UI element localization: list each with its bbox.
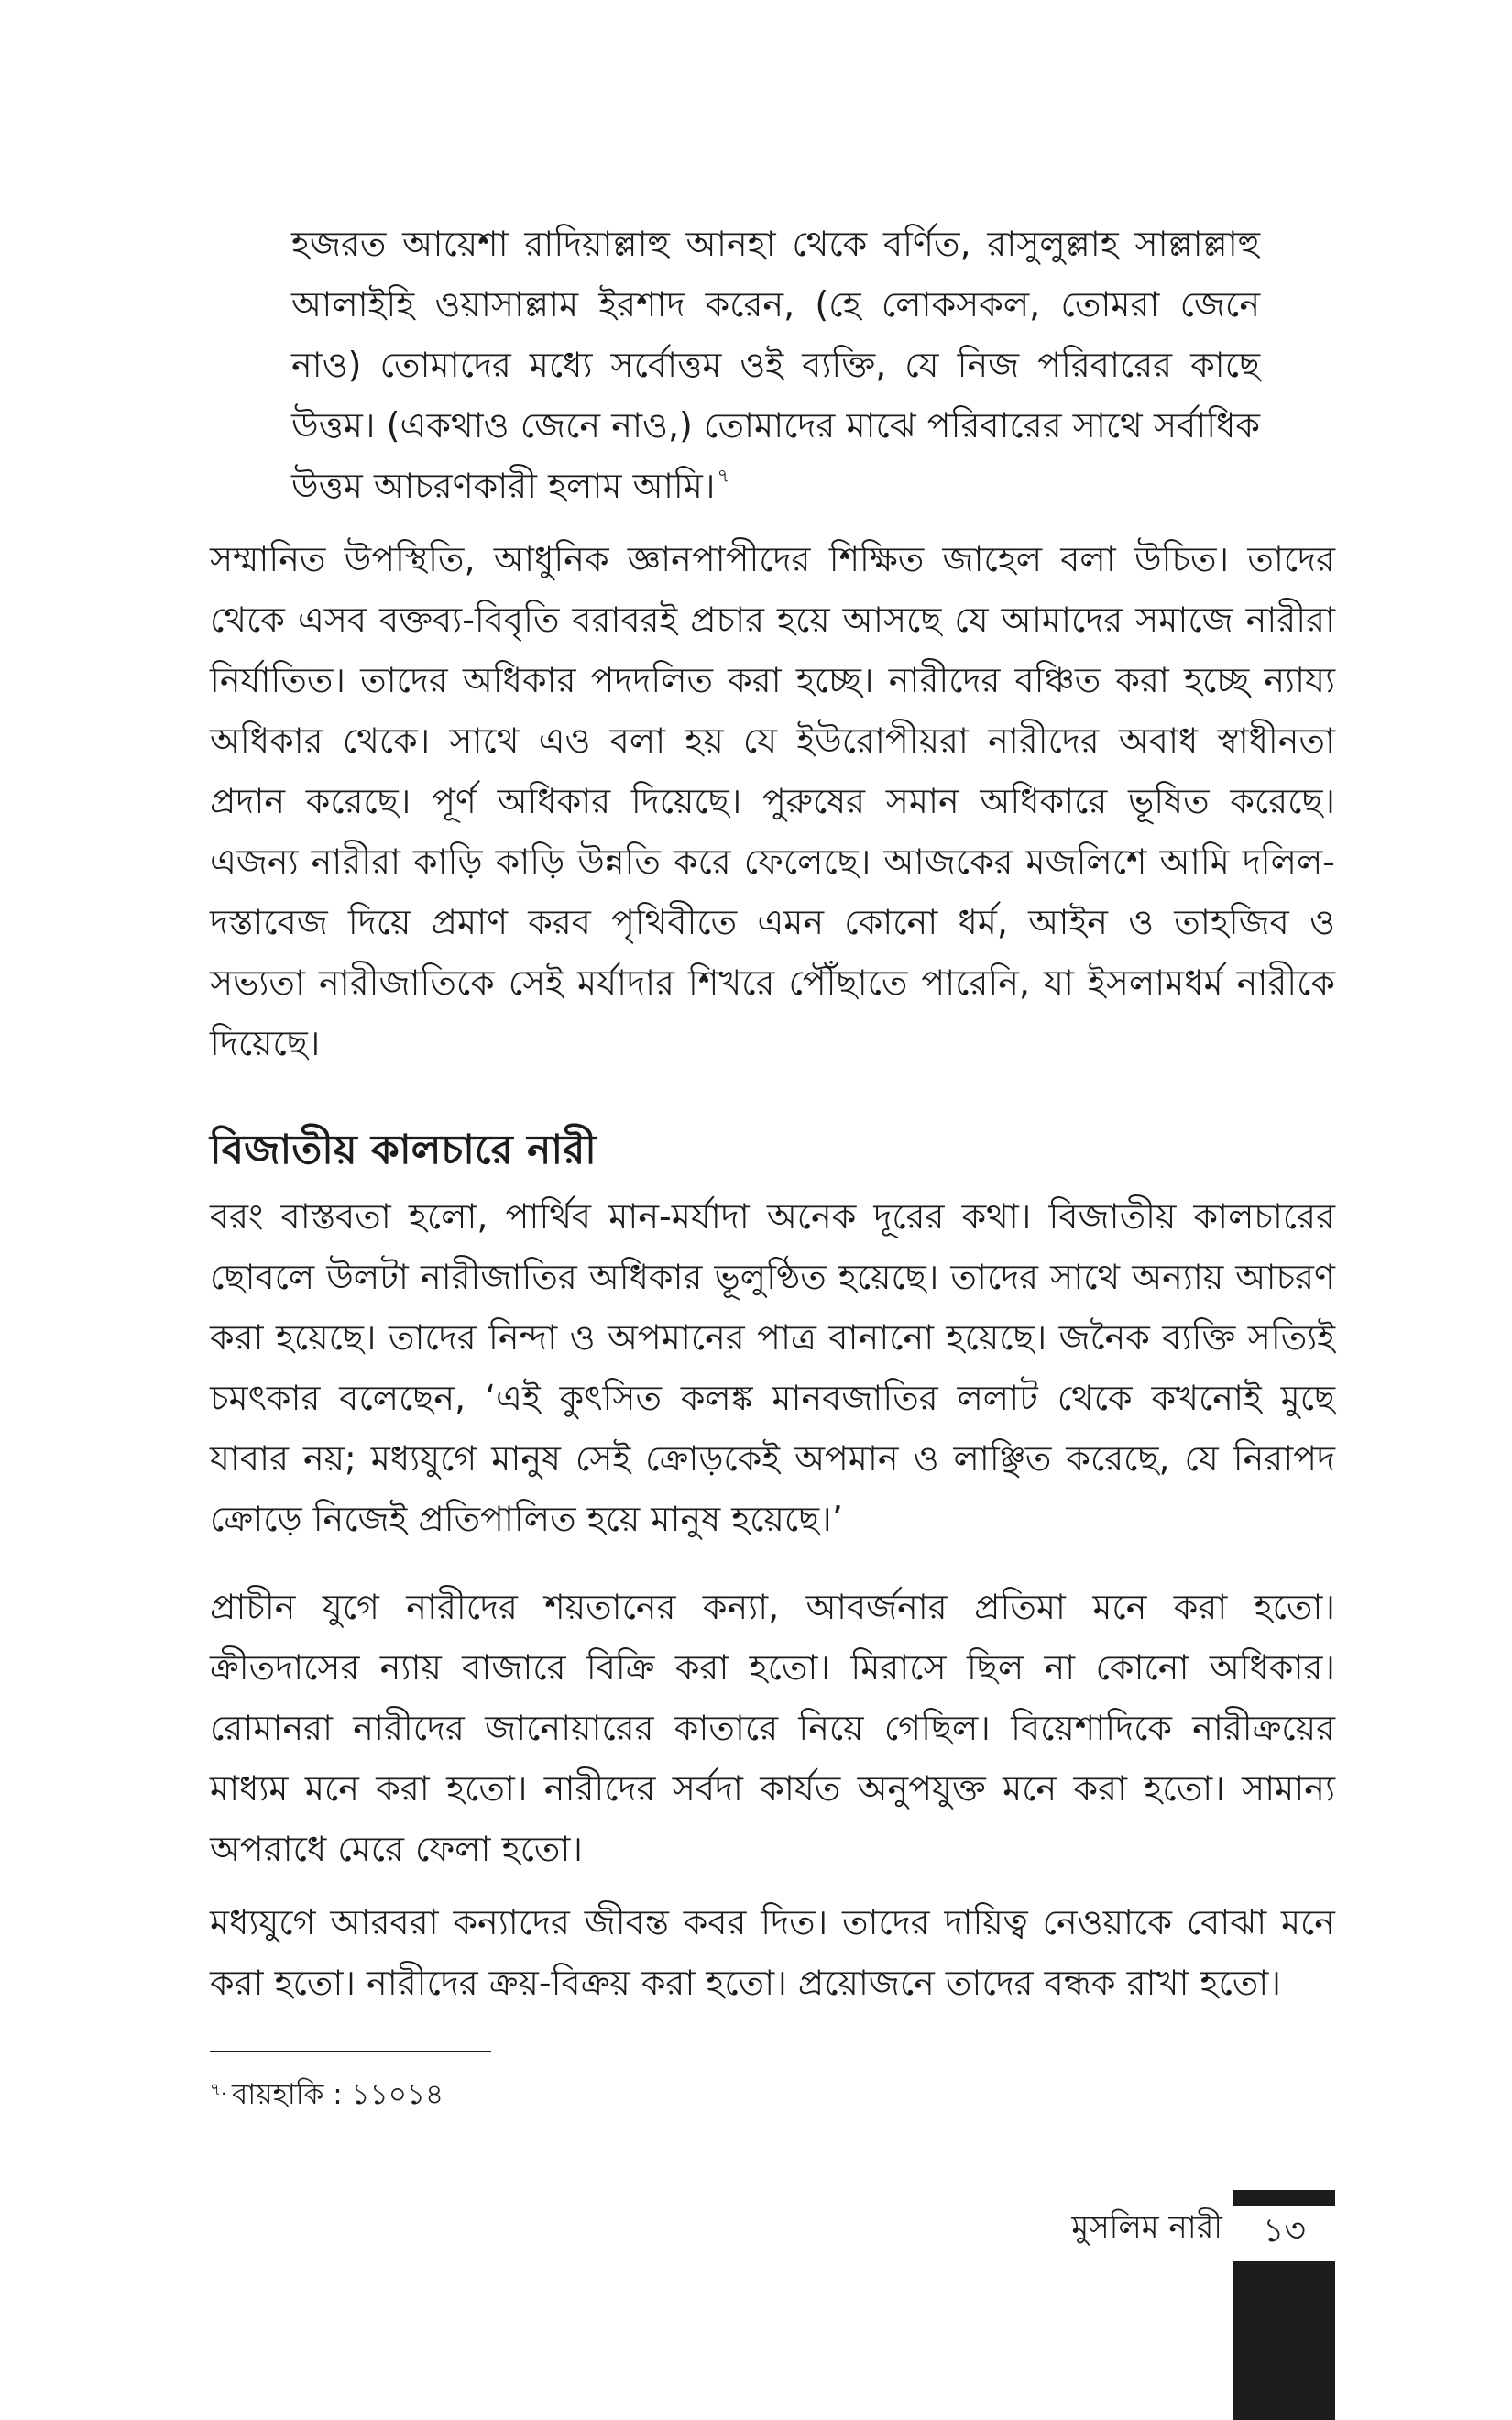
page-tab-block bbox=[1233, 2260, 1335, 2420]
page-tab-top-strip bbox=[1233, 2190, 1335, 2206]
page-tab bbox=[1233, 2190, 1335, 2420]
section-paragraph-1: বরং বাস্তবতা হলো, পার্থিব মান-মর্যাদা অনেক দূরের কথা। বিজাতীয় কালচারের ছোবলে উলটা নারীজাতির অধিকার ভূলুণ্ঠিত হয়েছে। তাদের সাথে অন্যায় আচরণ করা হয়েছে। তাদের নিন্দা ও অপমানের পাত্র বানানো হয়েছে। জনৈক ব্যক্তি সত্যিই চমৎকার বলেছেন, ‘এই কুৎসিত কলঙ্ক মানবজাতির ললাট থেকে কখনোই মুছে যাবার নয়; মধ্যযুগে মানুষ সেই ক্রোড়কেই অপমান ও লাঞ্ছিত করেছে, যে নিরাপদ ক্রোড়ে নিজেই প্রতিপালিত হয়ে মানুষ হয়েছে।’ bbox=[210, 1196, 1335, 1539]
footnote-reference: ৭ bbox=[717, 465, 730, 488]
running-title: মুসলিম নারী bbox=[1071, 2209, 1222, 2246]
footnotes bbox=[210, 2051, 1335, 2117]
hadith-quote-text: হজরত আয়েশা রাদিয়াল্লাহু আনহা থেকে বর্ণিত, রাসুলুল্লাহ সাল্লাল্লাহু আলাইহি ওয়াসাল্লাম ইরশাদ করেন, (হে লোকসকল, তোমরা জেনে নাও) তোমাদের মধ্যে সর্বোত্তম ওই ব্যক্তি, যে নিজ পরিবারের কাছে উত্তম। (একথাও জেনে নাও,) তোমাদের মাঝে পরিবারের সাথে সর্বাধিক উত্তম আচরণকারী হলাম আমি। bbox=[291, 224, 1260, 506]
page-number: ১৩ bbox=[1233, 2206, 1335, 2260]
section-heading: বিজাতীয় কালচারে নারী bbox=[210, 1127, 597, 1173]
main-text bbox=[210, 214, 1335, 2117]
footnote-marker: ৭. bbox=[210, 2079, 227, 2099]
intro-paragraph: সম্মানিত উপস্থিতি, আধুনিক জ্ঞানপাপীদের শিক্ষিত জাহেল বলা উচিত। তাদের থেকে এসব বক্তব্য-বিবৃতি বরাবরই প্রচার হয়ে আসছে যে আমাদের সমাজে নারীরা নির্যাতিত। তাদের অধিকার পদদলিত করা হচ্ছে। নারীদের বঞ্চিত করা হচ্ছে ন্যায্য অধিকার থেকে। সাথে এও বলা হয় যে ইউরোপীয়রা নারীদের অবাধ স্বাধীনতা প্রদান করেছে। পূর্ণ অধিকার দিয়েছে। পুরুষের সমান অধিকারে ভূষিত করেছে। এজন্য নারীরা কাড়ি কাড়ি উন্নতি করে ফেলেছে। আজকের মজলিশে আমি দলিল-দস্তাবেজ দিয়ে প্রমাণ করব পৃথিবীতে এমন কোনো ধর্ম, আইন ও তাহজিব ও সভ্যতা নারীজাতিকে সেই মর্যাদার শিখরে পৌঁছাতে পারেনি, যা ইসলামধর্ম নারীকে দিয়েছে। bbox=[210, 539, 1335, 1063]
section-paragraph-3: মধ্যযুগে আরবরা কন্যাদের জীবন্ত কবর দিত। তাদের দায়িত্ব নেওয়াকে বোঝা মনে করা হতো। নারীদের ক্রয়-বিক্রয় করা হতো। প্রয়োজনে তাদের বন্ধক রাখা হতো। bbox=[210, 1902, 1335, 2003]
section-paragraph-2: প্রাচীন যুগে নারীদের শয়তানের কন্যা, আবর্জনার প্রতিমা মনে করা হতো। ক্রীতদাসের ন্যায় বাজারে বিক্রি করা হতো। মিরাসে ছিল না কোনো অধিকার। রোমানরা নারীদের জানোয়ারের কাতারে নিয়ে গেছিল। বিয়েশাদিকে নারীক্রয়ের মাধ্যম মনে করা হতো। নারীদের সর্বদা কার্যত অনুপযুক্ত মনে করা হতো। সামান্য অপরাধে মেরে ফেলা হতো। bbox=[210, 1587, 1335, 1869]
footnote-rule bbox=[210, 2051, 491, 2052]
hadith-quote bbox=[291, 214, 1260, 516]
footnote bbox=[210, 2073, 1335, 2117]
footnote-text: বায়হাকি : ১১০১৪ bbox=[232, 2078, 444, 2111]
